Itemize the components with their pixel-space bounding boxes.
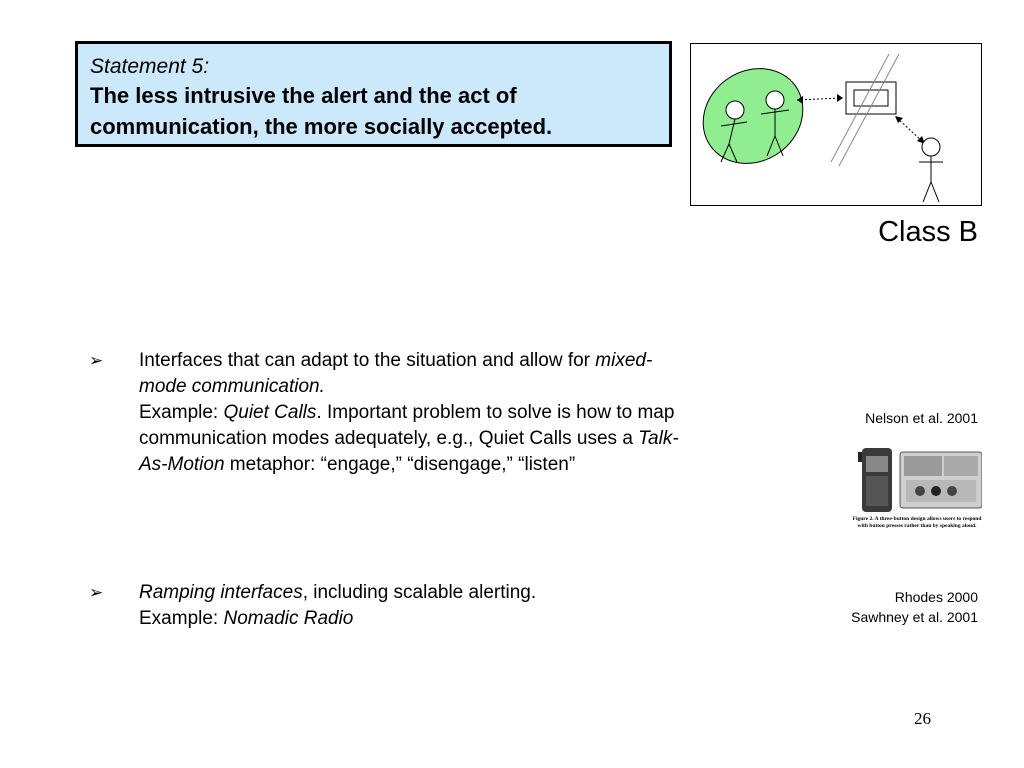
device-inner: [854, 90, 888, 106]
group-ellipse: [691, 49, 821, 182]
statement-line-2: communication, the more socially accepted.: [90, 114, 553, 139]
figure-caption: Figure 2. A three-button design allows users to respond with button presses rather than by speaking aloud.: [852, 516, 982, 529]
statement-title: Statement 5:: [90, 55, 210, 78]
bullet-line: Example: Quiet Calls. Important problem to solve is how to map: [139, 402, 675, 423]
arrow-right-bullet-icon: ➢: [89, 351, 104, 371]
page-number: 26: [914, 709, 931, 728]
bullet-line: communication modes adequately, e.g., Quiet Calls uses a Talk-: [139, 428, 679, 449]
bullet-line: mode communication.: [139, 376, 325, 397]
person-figure-3: [919, 138, 943, 202]
phone-image: [850, 446, 982, 516]
bullet-content: [139, 580, 789, 632]
citation-sawhney: Sawhney et al. 2001: [851, 609, 978, 625]
arrow-group-to-device: [797, 98, 841, 100]
bullet-line: Example: Nomadic Radio: [139, 608, 354, 629]
bullet-content: [139, 348, 789, 478]
diagram-svg: [691, 44, 981, 205]
statement-line-1: The less intrusive the alert and the act of: [90, 83, 517, 108]
class-label: Class B: [878, 216, 978, 248]
bullet-line: As-Motion metaphor: “engage,” “disengage,” “listen”: [139, 454, 576, 475]
class-diagram: [690, 43, 982, 206]
arrow-right-bullet-icon: ➢: [89, 583, 104, 603]
arrow-device-to-person: [897, 118, 923, 142]
citation-rhodes: Rhodes 2000: [894, 589, 978, 605]
citation-nelson: Nelson et al. 2001: [865, 410, 978, 426]
statement-box: [75, 41, 672, 147]
bullet-line: Ramping interfaces, including scalable alerting.: [139, 582, 537, 603]
bullet-line: Interfaces that can adapt to the situation and allow for mixed-: [139, 350, 653, 371]
